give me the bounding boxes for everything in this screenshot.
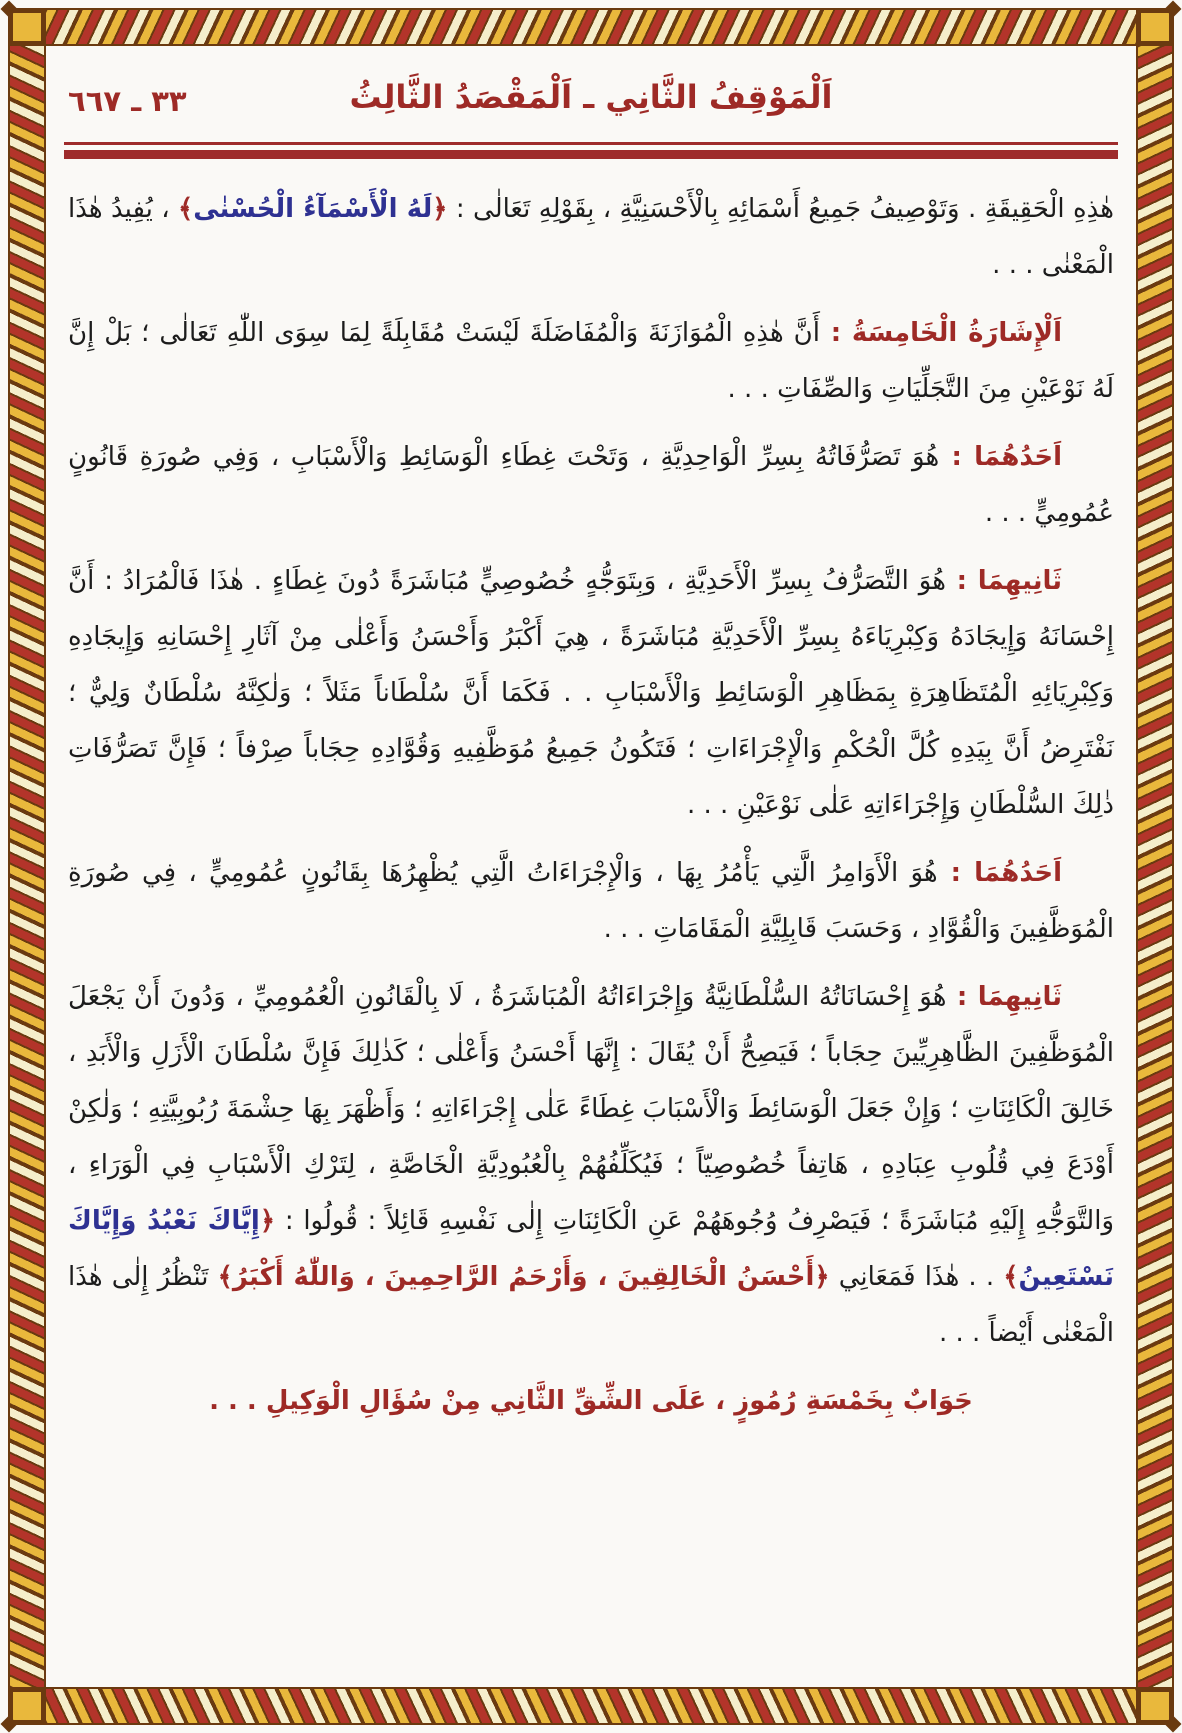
- ornamental-border-right: [1136, 8, 1174, 1725]
- quran-ornament-bracket: ﴾: [217, 1262, 233, 1292]
- paragraph: [68, 305, 1114, 417]
- text-segment: هٰذِهِ الْحَقِيقَةِ . وَتَوْصِيفُ جَمِيعُ أَسْمَائِهِ بِالْأَحْسَنِيَّةِ ، بِقَوْلِهِ تَعَالٰى :: [447, 194, 1114, 224]
- header-divider: [64, 142, 1118, 159]
- text-segment: اَلْإِشَارَةُ الْخَامِسَةُ :: [819, 318, 1062, 348]
- quran-ornament-bracket: ﴿: [814, 1262, 830, 1292]
- ornamental-border-top: [8, 8, 1174, 46]
- text-segment: لَهُ الْأَسْمَآءُ الْحُسْنٰى: [193, 194, 433, 224]
- quran-ornament-bracket: ﴿: [259, 1206, 276, 1236]
- text-segment: أَنَّ هٰذِهِ الْمُوَازَنَةَ وَالْمُفَاضَلَةَ لَيْسَتْ مُقَابِلَةً لِمَا سِوَى اللّٰهِ تَعَالٰى ؛ بَلْ إِنَّ لَهُ نَوْعَيْنِ مِنَ التَّجَلِّيَاتِ وَالصِّفَاتِ . . .: [68, 318, 1114, 404]
- text-segment: اَحَدُهُمَا :: [937, 858, 1062, 888]
- page-number: ٣٣ ـ ٦٦٧: [68, 84, 187, 118]
- paragraph: [68, 429, 1114, 541]
- text-segment: هُوَ التَّصَرُّفُ بِسِرِّ الْأَحَدِيَّةِ ، وَبِتَوَجُّهٍ خُصُوصِيٍّ مُبَاشَرَةً دُونَ غِطَاءٍ . هٰذَا فَالْمُرَادُ : أَنَّ إِحْسَانَهُ وَإِيجَادَهُ وَكِبْرِيَاءَهُ بِسِرِّ الْأَحَدِيَّةِ مُبَاشَرَةً ، هِيَ أَكْبَرُ وَأَحْسَنُ وَأَعْلٰى مِنْ آثَارِ إِحْسَانِهِ وَإِيجَادِهِ وَكِبْرِيَائِهِ الْمُتَظَاهِرَةِ بِمَظَاهِرِ الْوَسَائِطِ وَالْأَسْبَابِ . . فَكَمَا أَنَّ سُلْطَاناً مَثَلاً ؛ وَلٰكِنَّهُ سُلْطَانٌ وَلِيٌّ ؛ نَفْتَرِضُ أَنَّ بِيَدِهِ كُلَّ الْحُكْمِ وَالْإِجْرَاءَاتِ ؛ فَتَكُونُ جَمِيعُ مُوَظَّفِيهِ وَقُوَّادِهِ حِجَاباً صِرْفاً ؛ فَإِنَّ تَصَرُّفَاتِ ذٰلِكَ السُّلْطَانِ وَإِجْرَاءَاتِهِ عَلٰى نَوْعَيْنِ . . .: [68, 566, 1114, 820]
- paragraph: [68, 181, 1114, 293]
- page-title: اَلْمَوْقِفُ الثَّانِي ـ اَلْمَقْصَدُ الثَّالِثُ: [349, 78, 833, 116]
- page-header: [64, 72, 1118, 138]
- paragraph: [68, 1373, 1114, 1429]
- text-segment: أَحْسَنُ الْخَالِقِينَ ، وَأَرْحَمُ الرَّاحِمِينَ ، وَاللّٰهُ أَكْبَرُ: [232, 1262, 815, 1292]
- divider-thin-rule: [64, 142, 1118, 145]
- paragraph: [68, 845, 1114, 957]
- body-text: [64, 181, 1118, 1429]
- text-segment: . . هٰذَا فَمَعَانِي: [829, 1262, 1004, 1292]
- text-segment: ثَانِيهِمَا :: [946, 982, 1062, 1012]
- quran-ornament-bracket: ﴿: [432, 194, 448, 224]
- paragraph: [68, 969, 1114, 1361]
- divider-thick-rule: [64, 150, 1118, 159]
- ornamental-border-left: [8, 8, 46, 1725]
- text-segment: هُوَ إِحْسَانَاتُهُ السُّلْطَانِيَّةُ وَإِجْرَاءَاتُهُ الْمُبَاشَرَةُ ، لَا بِالْقَانُونِ الْعُمُومِيِّ ، وَدُونَ أَنْ يَجْعَلَ الْمُوَظَّفِينَ الظَّاهِرِيِّينَ حِجَاباً ؛ فَيَصِحُّ أَنْ يُقَالَ : إِنَّهَا أَحْسَنُ وَأَعْلٰى ؛ كَذٰلِكَ فَإِنَّ سُلْطَانَ الْأَزَلِ وَالْأَبَدِ ، خَالِقَ الْكَائِنَاتِ ؛ وَإِنْ جَعَلَ الْوَسَائِطَ وَالْأَسْبَابَ غِطَاءً عَلٰى إِجْرَاءَاتِهِ ؛ وَأَظْهَرَ بِهَا حِشْمَةَ رُبُوبِيَّتِهِ ؛ وَلٰكِنْ أَوْدَعَ فِي قُلُوبِ عِبَادِهِ ، هَاتِفاً خُصُوصِيّاً ؛ فَيُكَلِّفُهُمْ بِالْعُبُودِيَّةِ الْخَاصَّةِ ، لِتَرْكِ الْأَسْبَابِ فِي الْوَرَاءِ ، وَالتَّوَجُّهِ إِلَيْهِ مُبَاشَرَةً ؛ فَيَصْرِفُ وُجُوهَهُمْ عَنِ الْكَائِنَاتِ إِلٰى نَفْسِهِ قَائِلاً : قُولُوا :: [68, 982, 1114, 1236]
- text-segment: ثَانِيهِمَا :: [945, 566, 1062, 596]
- text-segment: تَنْظُرُ إِلٰى هٰذَا الْمَعْنٰى أَيْضاً . . .: [68, 1262, 1114, 1348]
- text-segment: هُوَ الْأَوَامِرُ الَّتِي يَأْمُرُ بِهَا ، وَالْإِجْرَاءَاتُ الَّتِي يُظْهِرُهَا بِقَانُونٍ عُمُومِيٍّ ، فِي صُورَةِ الْمُوَظَّفِينَ وَالْقُوَّادِ ، وَحَسَبَ قَابِلِيَّةِ الْمَقَامَاتِ . . .: [68, 858, 1114, 944]
- text-segment: إِيَّاكَ نَعْبُدُ وَإِيَّاكَ نَسْتَعِينُ: [68, 1206, 1114, 1292]
- text-segment: هُوَ تَصَرُّفَاتُهُ بِسِرِّ الْوَاحِدِيَّةِ ، وَتَحْتَ غِطَاءِ الْوَسَائِطِ وَالْأَسْبَابِ ، وَفِي صُورَةِ قَانُونٍ عُمُومِيٍّ . . .: [68, 442, 1114, 528]
- text-segment: اَحَدُهُمَا :: [939, 442, 1063, 472]
- quran-ornament-bracket: ﴾: [1003, 1262, 1019, 1292]
- border-corner-top-left: [8, 8, 46, 46]
- quran-ornament-bracket: ﴾: [178, 194, 194, 224]
- text-segment: ، يُفِيدُ هٰذَا الْمَعْنٰى . . .: [68, 194, 1114, 280]
- text-segment: جَوَابٌ بِخَمْسَةِ رُمُوزٍ ، عَلَى الشِّقِّ الثَّانِي مِنْ سُؤَالِ الْوَكِيلِ . . .: [209, 1386, 973, 1416]
- paragraph: [68, 553, 1114, 833]
- page-content: [64, 72, 1118, 1675]
- ornamental-border-bottom: [8, 1687, 1174, 1725]
